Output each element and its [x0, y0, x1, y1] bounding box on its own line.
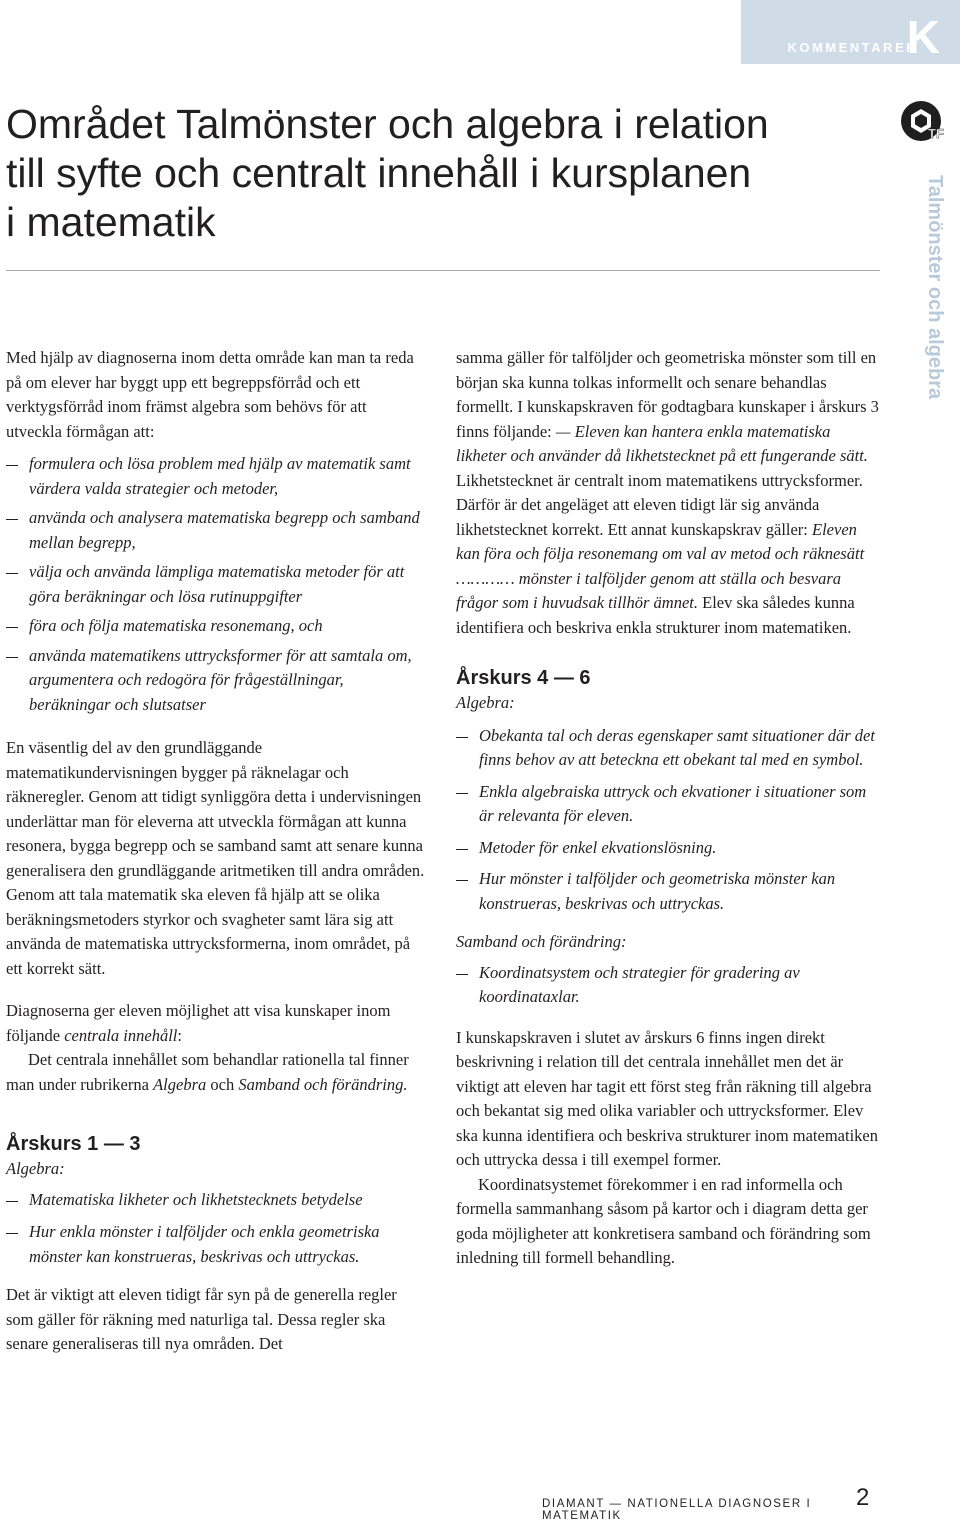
page-title-line: i matematik: [6, 199, 216, 245]
content-emphasis-samband: Samband och förändring.: [238, 1074, 408, 1094]
grade-1-3-item: Hur enkla mönster i talföljder och enkla geometriska mönster kan konstrueras, beskrivas och uttryckas.: [6, 1220, 426, 1269]
side-category-label: Talmönster och algebra: [924, 175, 946, 400]
diagnosis-colon: :: [177, 1025, 182, 1045]
diagnosis-text: Diagnoserna ger eleven möjlighet att visa kunskaper inom följande: [6, 1001, 391, 1045]
tf-logo-icon: [896, 96, 946, 146]
title-divider: [6, 270, 880, 271]
ability-item: använda och analysera matematiska begrepp och samband mellan begrepp,: [6, 506, 426, 555]
section-tab-label: KOMMENTARER: [787, 40, 918, 55]
content-paragraph: [6, 1048, 426, 1097]
grade-4-6-list: [456, 724, 880, 917]
samband-item: Koordinatsystem och strategier för gradering av koordinataxlar.: [456, 961, 880, 1010]
knowledge-quote-2: Eleven kan föra och följa resonemang om val av metod och räknesätt ………… mönster i talföljder genom att ställa och besvara frågor som i huvudsak tillhör ämnet.: [456, 519, 865, 612]
grade-1-3-list: [6, 1188, 426, 1270]
knowledge-text-2: Likhetstecknet är centralt inom matematikens uttrycksformer. Därför är det angeläget att eleven tidigt lär sig använda likhetstecknet korrekt. Ett annat kunskapskrav gäller:: [456, 470, 863, 539]
intro-paragraph: Med hjälp av diagnoserna inom detta område kan man ta reda på om elever har byggt upp ett begreppsförråd och ett verktygsförråd inom främst algebra som behövs för att utveckla förmågan att:: [6, 348, 414, 441]
section-tab-letter: K: [906, 11, 940, 63]
samband-list: [456, 961, 880, 1010]
knowledge-text-3: Elev ska således kunna identifiera och beskriva enkla strukturer inom matematiken.: [456, 593, 855, 637]
algebra-label: Algebra:: [6, 1159, 65, 1178]
grade-1-3-item: Matematiska likheter och likhetstecknets betydelse: [6, 1188, 426, 1213]
knowledge-text: samma gäller för talföljder och geometriska mönster som till en början ska kunna tolkas informellt och senare behandlas formellt. I kunskapskraven för godtagbara kunskaper i årskurs 3 finns följande:: [456, 348, 879, 441]
tf-logo-text: TF: [928, 126, 944, 141]
content-emphasis-algebra: Algebra: [153, 1074, 207, 1094]
page-title-line: Området Talmönster och algebra i relation: [6, 101, 769, 147]
grade-6-paragraph: I kunskapskraven i slutet av årskurs 6 finns ingen direkt beskrivning i relation till det centrala innehållet men det är viktigt att eleven har tagit ett först steg från räkning till algebra och bekantat sig med olika variabler och uttrycksformer. Elev ska kunna identifiera och beskriva strukturer inom matematiken och uttrycka dessa i till exempel former.: [456, 1027, 878, 1169]
left-column: [6, 346, 426, 1357]
page-title: [6, 100, 886, 247]
ability-item: välja och använda lämpliga matematiska metoder för att göra beräkningar och lösa rutinuppgifter: [6, 560, 426, 609]
section-tab: [741, 0, 960, 64]
abilities-list: [6, 452, 426, 717]
content-text: Det centrala innehållet som behandlar rationella tal finner man under rubrikerna: [6, 1050, 409, 1094]
heading-grade-4-6: Årskurs 4 — 6: [456, 667, 591, 689]
samband-label: Samband och förändring:: [456, 932, 627, 951]
grade-4-6-item: Metoder för enkel ekvationslösning.: [456, 836, 880, 861]
content-text-and: och: [206, 1074, 239, 1094]
ability-item: föra och följa matematiska resonemang, och: [6, 614, 426, 639]
right-column: [456, 346, 880, 1271]
page-title-line: till syfte och centralt innehåll i kursplanen: [6, 150, 752, 196]
ability-item: använda matematikens uttrycksformer för att samtala om, argumentera och redogöra för frågeställningar, beräkningar och slutsatser: [6, 644, 426, 718]
footer-text: DIAMANT — NATIONELLA DIAGNOSER I MATEMATIK: [542, 1498, 812, 1522]
diagnosis-emphasis: centrala innehåll: [64, 1025, 178, 1045]
grade-4-6-item: Enkla algebraiska uttryck och ekvationer i situationer som är relevanta för eleven.: [456, 780, 880, 829]
grade-4-6-item: Hur mönster i talföljder och geometriska mönster kan konstrueras, beskrivas och uttryckas.: [456, 867, 880, 916]
rules-paragraph: Det är viktigt att eleven tidigt får syn på de generella regler som gäller för räkning med naturliga tal. Dessa regler ska senare generaliseras till nya områden. Det: [6, 1285, 397, 1353]
algebra-label: Algebra:: [456, 693, 515, 712]
diagnosis-paragraph: [6, 999, 426, 1048]
heading-grade-1-3: Årskurs 1 — 3: [6, 1133, 141, 1155]
page-number: 2: [856, 1484, 870, 1511]
coordinate-paragraph: Koordinatsystemet förekommer i en rad informella och formella sammanhang såsom på kartor och i diagram detta ger goda möjligheter att konkretisera samband och förändring som inledning till formell behandling.: [456, 1174, 871, 1267]
knowledge-quote-1: — Eleven kan hantera enkla matematiska likheter och använder då likhetstecknet på ett fungerande sätt.: [456, 421, 868, 465]
grade-4-6-item: Obekanta tal och deras egenskaper samt situationer där det finns behov av att beteckna ett obekant tal med en symbol.: [456, 724, 880, 773]
basics-paragraph: En väsentlig del av den grundläggande matematikundervisningen bygger på räknelagar och räkneregler. Genom att tidigt synliggöra detta i undervisningen underlättar man för eleverna att utveckla förmågan att kunna resonera, bygga begrepp och se samband samt att senare kunna generalisera den grundläggande aritmetiken till andra områden. Genom att tala matematik ska eleven få hjälp att se olika beräkningsmetoders styrkor och svagheter samt lära sig att använda de matematiska uttrycksformerna, inom området, på ett korrekt sätt.: [6, 738, 425, 978]
ability-item: formulera och lösa problem med hjälp av matematik samt värdera valda strategier och metoder,: [6, 452, 426, 501]
knowledge-paragraph: [456, 346, 880, 640]
